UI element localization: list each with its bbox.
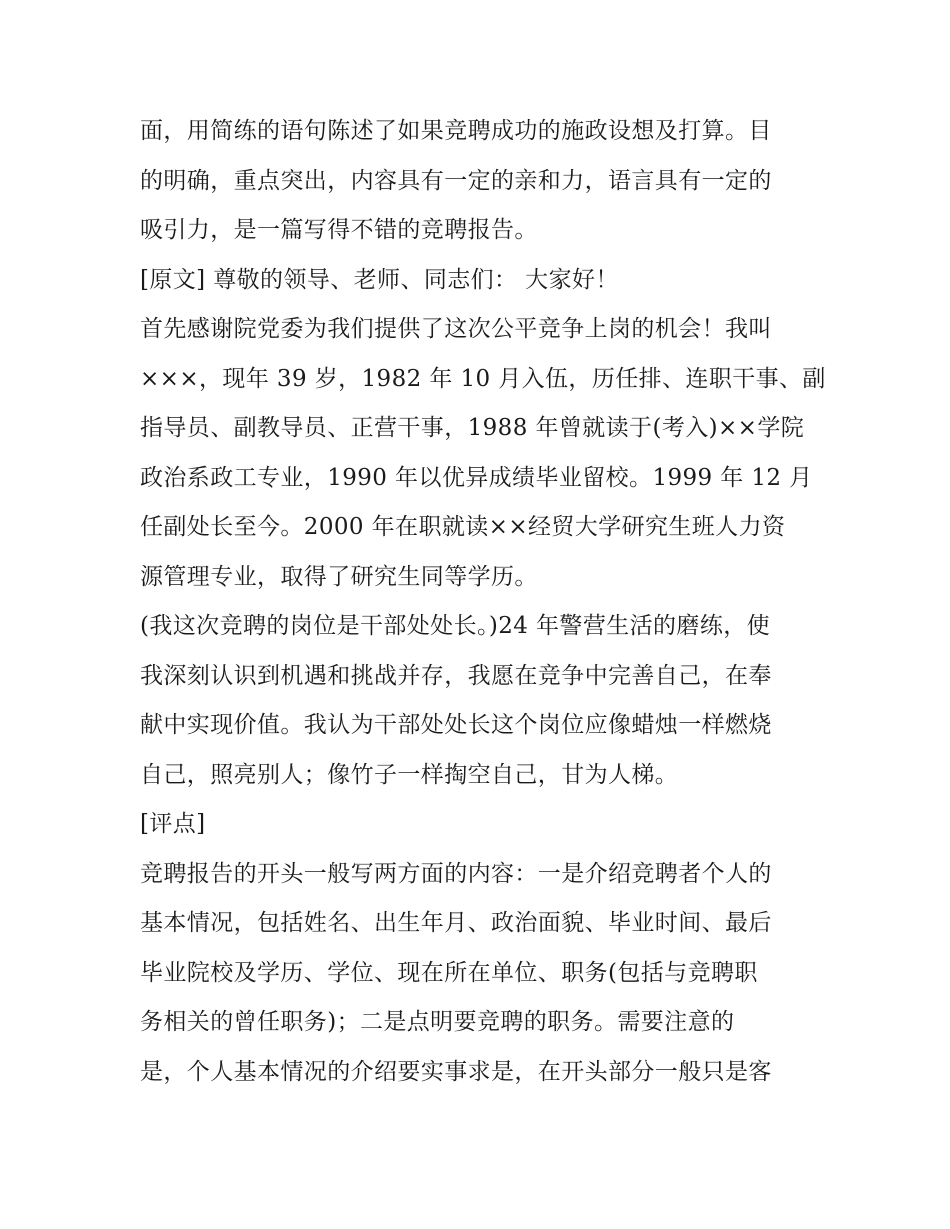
text-line: 任副处长至今。2000 年在职就读××经贸大学研究生班人力资 bbox=[140, 514, 786, 540]
text-line: 指导员、副教导员、正营干事，1988 年曾就读于(考入)××学院 bbox=[140, 415, 805, 441]
text-line: 基本情况，包括姓名、出生年月、政治面貌、毕业时间、最后 bbox=[140, 910, 772, 936]
text-line: 政治系政工专业，1990 年以优异成绩毕业留校。1999 年 12 月 bbox=[140, 464, 813, 491]
text-line: 的明确，重点突出，内容具有一定的亲和力，语言具有一定的 bbox=[140, 167, 772, 194]
text-line: (我这次竞聘的岗位是干部处处长。)24 年警营生活的磨练，使 bbox=[140, 613, 771, 639]
document-body bbox=[140, 110, 826, 1100]
text-line: 面，用简练的语句陈述了如果竞聘成功的施政设想及打算。目 bbox=[140, 118, 772, 144]
text-line: 务相关的曾任职务)；二是点明要竞聘的职务。需要注意的 bbox=[140, 1009, 735, 1035]
text-line: [评点] bbox=[140, 811, 206, 837]
text-line: 献中实现价值。我认为干部处处长这个岗位应像蜡烛一样燃烧 bbox=[140, 712, 772, 738]
text-line: 吸引力，是一篇写得不错的竞聘报告。 bbox=[140, 217, 538, 243]
text-line: 源管理专业，取得了研究生同等学历。 bbox=[140, 563, 538, 590]
text-line: 自己，照亮别人；像竹子一样掏空自己，甘为人梯。 bbox=[140, 761, 679, 788]
text-line: 是，个人基本情况的介绍要实事求是，在开头部分一般只是客 bbox=[140, 1058, 772, 1085]
text-line: [原文] 尊敬的领导、老师、同志们： 大家好！ bbox=[140, 266, 619, 293]
text-line: 我深刻认识到机遇和挑战并存，我愿在竞争中完善自己，在奉 bbox=[140, 662, 772, 689]
text-line: 首先感谢院党委为我们提供了这次公平竞争上岗的机会！我叫 bbox=[140, 316, 772, 342]
text-line: ×××，现年 39 岁，1982 年 10 月入伍，历任排、连职干事、副 bbox=[140, 365, 826, 392]
text-line: 毕业院校及学历、学位、现在所在单位、职务(包括与竞聘职 bbox=[140, 959, 758, 986]
text-line: 竞聘报告的开头一般写两方面的内容：一是介绍竞聘者个人的 bbox=[140, 860, 772, 887]
